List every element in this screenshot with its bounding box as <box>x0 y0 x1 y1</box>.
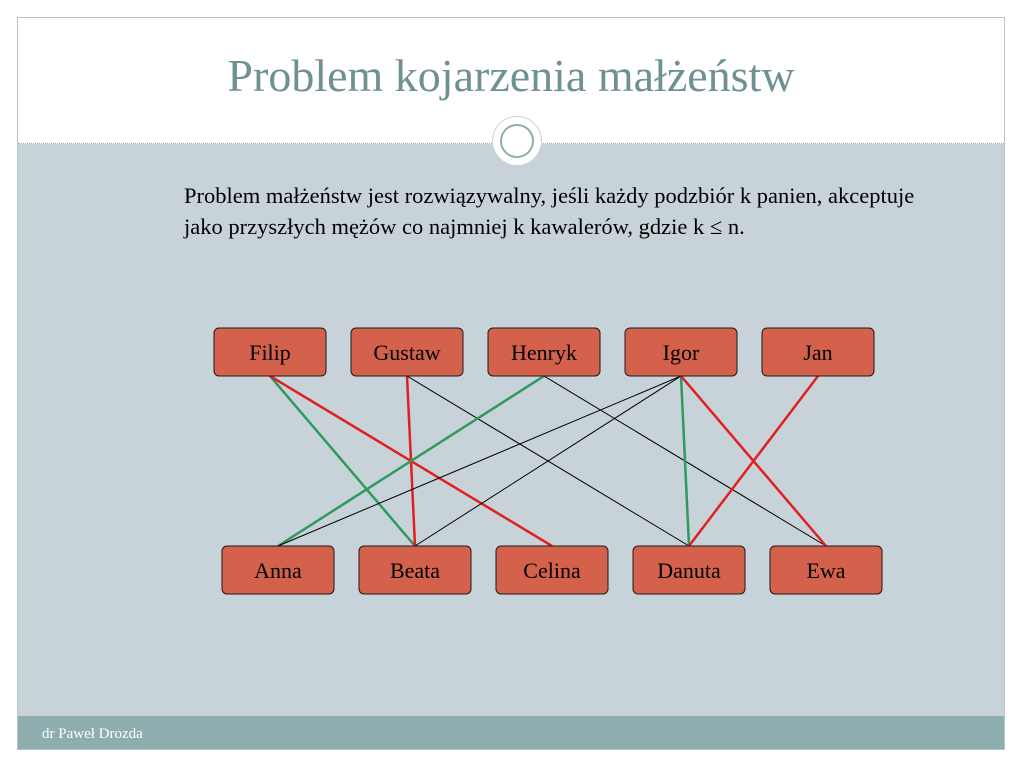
node-label-anna: Anna <box>254 558 302 583</box>
node-label-danuta: Danuta <box>657 558 721 583</box>
node-anna <box>222 546 334 594</box>
footer-author: dr Paweł Drozda <box>42 726 143 742</box>
node-label-ewa: Ewa <box>806 558 846 583</box>
node-label-beata: Beata <box>389 558 441 583</box>
edge-igor-anna <box>278 376 681 546</box>
node-jan <box>762 328 874 376</box>
edges-layer <box>270 376 826 546</box>
node-label-celina: Celina <box>523 558 581 583</box>
node-filip <box>214 328 326 376</box>
edge-igor-danuta <box>681 376 689 546</box>
node-beata <box>359 546 471 594</box>
node-label-henryk: Henryk <box>511 340 577 365</box>
node-igor <box>625 328 737 376</box>
node-label-filip: Filip <box>249 340 291 365</box>
node-label-jan: Jan <box>803 340 833 365</box>
node-gustaw <box>351 328 463 376</box>
edge-filip-beata <box>270 376 415 546</box>
node-henryk <box>488 328 600 376</box>
node-danuta <box>633 546 745 594</box>
edge-henryk-anna <box>278 376 544 546</box>
node-label-gustaw: Gustaw <box>373 340 441 365</box>
node-ewa <box>770 546 882 594</box>
body-paragraph: Problem małżeństw jest rozwiązywalny, jeśli każdy podzbiór k panien, akceptuje jako przyszłych mężów co najmniej k kawalerów, gdzie k ≤ n. <box>184 183 915 239</box>
node-celina <box>496 546 608 594</box>
node-label-igor: Igor <box>662 340 700 365</box>
slide-title: Problem kojarzenia małżeństw <box>227 50 795 101</box>
edge-igor-beata <box>415 376 681 546</box>
edge-jan-danuta <box>689 376 818 546</box>
